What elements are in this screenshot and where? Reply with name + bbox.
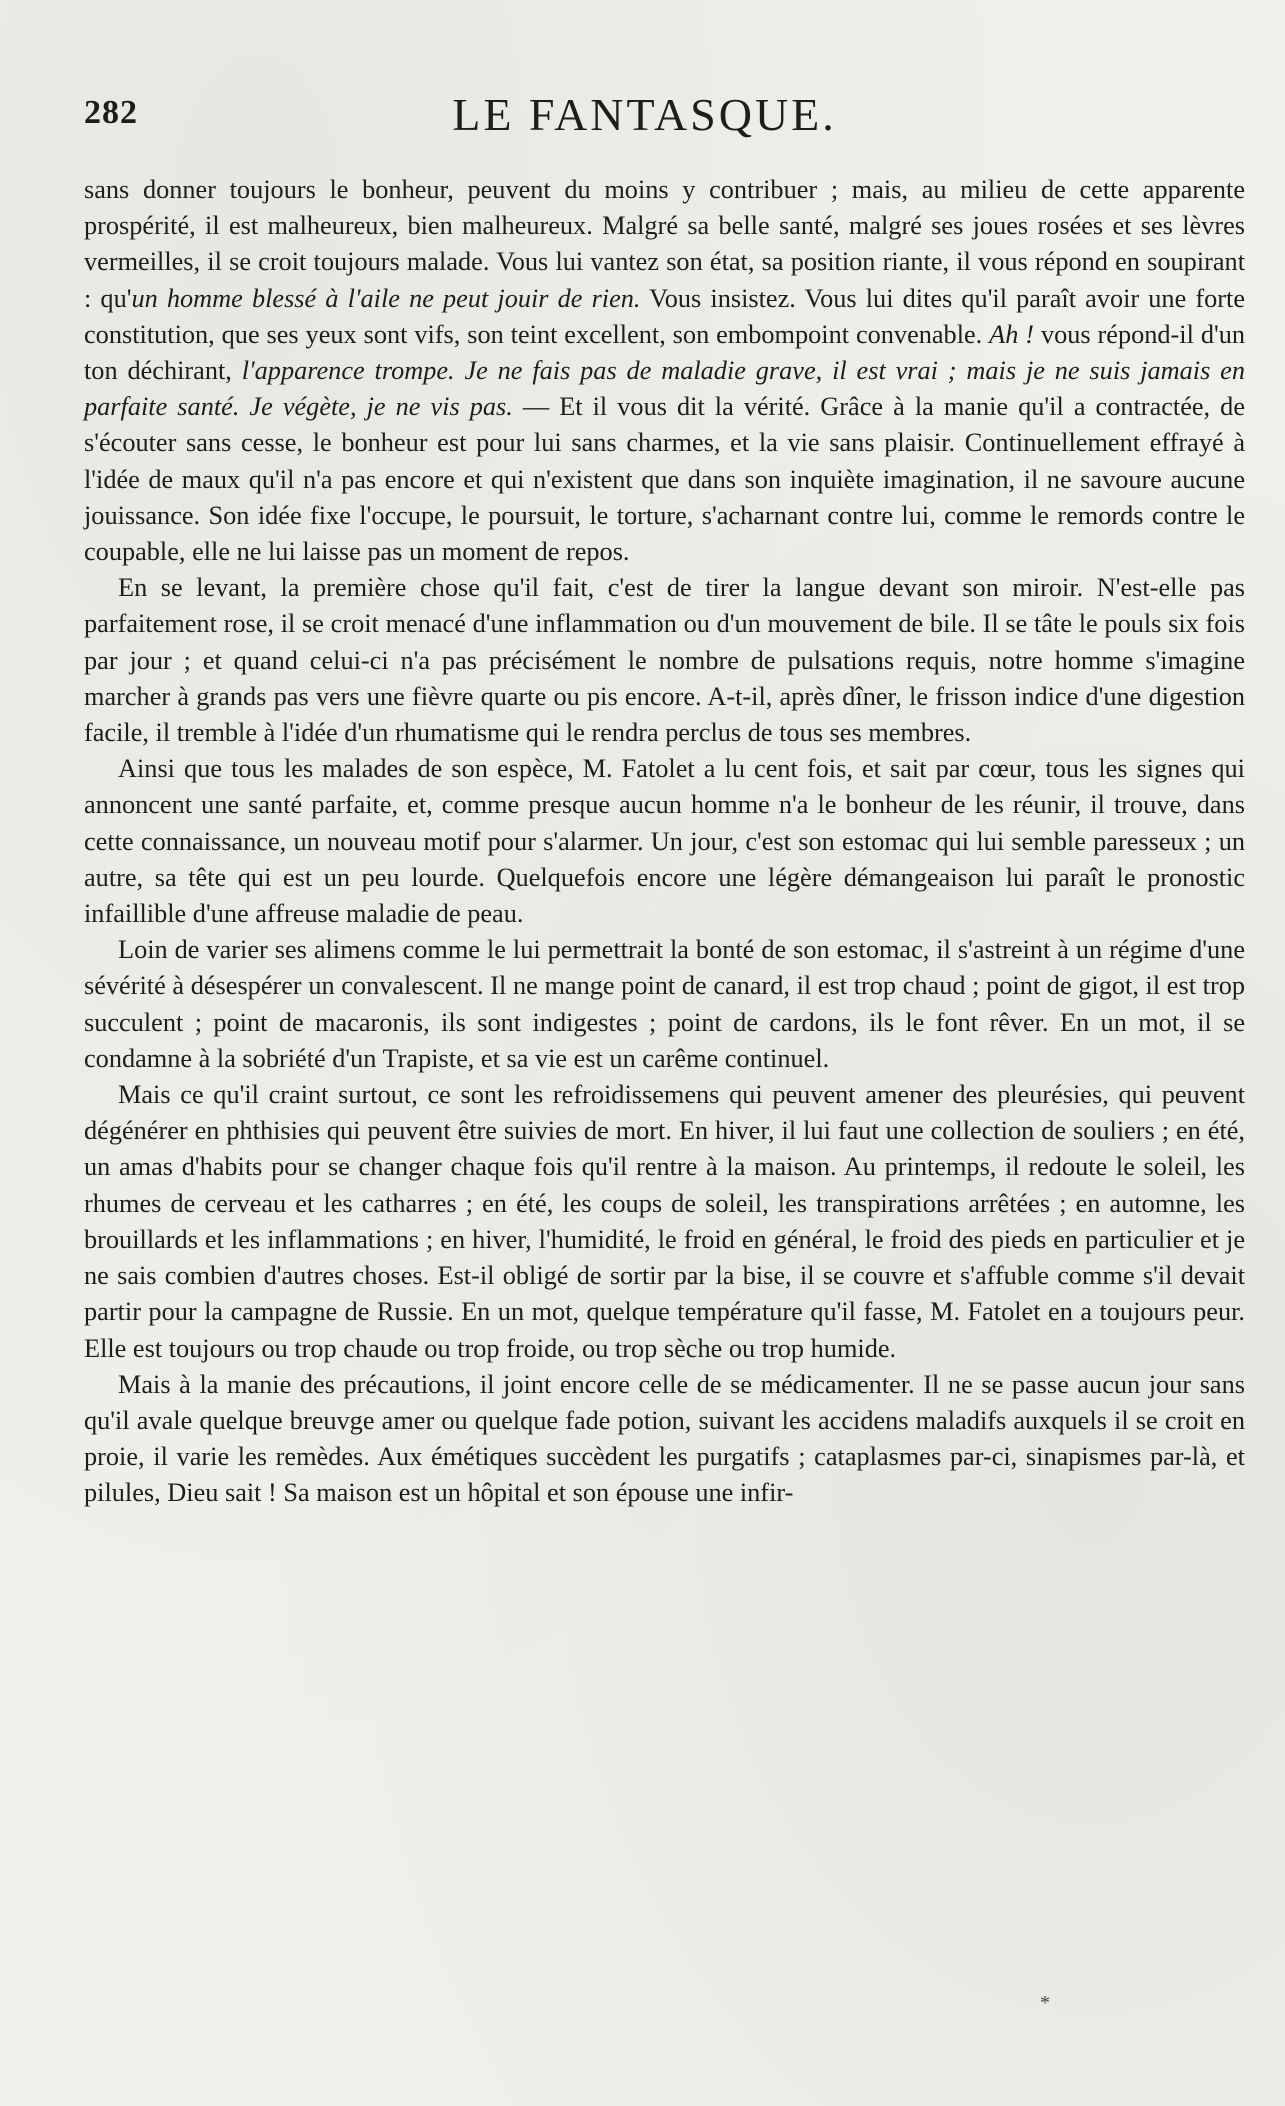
text-run: En se levant, la première chose qu'il fait, c'est de tirer la langue devant son miroir. N'est-elle pas parfaitement rose, il se croit menacé d'une inflammation ou d'un mouvement de bile. Il se tâte le pouls six fois par jour ; et quand celui-ci n'a pas précisément le nombre de pulsations requis, notre homme s'imagine marcher à grands pas vers une fièvre quarte ou pis encore. A-t-il, après dîner, le frisson indice d'une digestion facile, il tremble à l'idée d'un rhumatisme qui le rendra perclus de tous ses membres. (84, 573, 1245, 748)
page-header (84, 88, 1245, 152)
text-run: Vous insistez. Vous lui dites qu'il paraît avoir une forte constitution, que ses yeux sont vifs, son teint excellent, son embompoint convenable. (84, 283, 1245, 349)
body-text (84, 172, 1245, 1512)
paragraph (84, 1367, 1245, 1512)
text-run: vous répond-il d'un ton déchirant, (84, 319, 1246, 386)
italic-run: Ah ! (989, 319, 1035, 349)
paragraph (84, 751, 1245, 932)
text-run: sans donner toujours le bonheur, peuvent du moins y contribuer ; mais, au milieu de cette apparente prospérité, il est malheureux, bien malheureux. Malgré sa belle santé, malgré ses joues rosées et ses lèvres vermeilles, il se croit toujours malade. Vous lui vantez son état, sa position riante, il vous répond en soupirant : qu' (84, 175, 1245, 313)
paragraph (84, 932, 1245, 1077)
italic-run: l'apparence trompe. Je ne fais pas de maladie grave, il est vrai ; mais je ne suis jamais en parfaite santé. Je végète, je ne vis pas. (84, 356, 1246, 422)
text-run: — Et il vous dit la vérité. Grâce à la manie qu'il a contractée, de s'écouter sans cesse, le bonheur est pour lui sans charmes, et la vie sans plaisir. Continuellement effrayé à l'idée de maux qu'il n'a pas encore et qui n'existent que dans son inquiète imagination, il ne savoure aucune jouissance. Son idée fixe l'occupe, le poursuit, le torture, s'acharnant contre lui, comme le remords contre le coupable, elle ne lui laisse pas un moment de repos. (84, 392, 1245, 567)
paragraph (84, 172, 1245, 570)
paragraph (84, 1077, 1245, 1367)
page-number: 282 (84, 94, 138, 131)
text-run: Loin de varier ses alimens comme le lui permettrait la bonté de son estomac, il s'astreint à un régime d'une sévérité à désespérer un convalescent. Il ne mange point de canard, il est trop chaud ; point de gigot, il est trop succulent ; point de macaronis, ils sont indigestes ; point de cardons, ils le font rêver. En un mot, il se condamne à la sobriété d'un Trapiste, et sa vie est un carême continuel. (84, 935, 1245, 1073)
italic-run: un homme blessé à l'aile ne peut jouir de rien. (131, 283, 641, 313)
text-run: Mais à la manie des précautions, il joint encore celle de se médicamenter. Il ne se passe aucun jour sans qu'il avale quelque breuvge amer ou quelque fade potion, suivant les accidens maladifs auxquels il se croit en proie, il varie les remèdes. Aux émétiques succèdent les purgatifs ; cataplasmes par-ci, sinapismes par-là, et pilules, Dieu sait ! Sa maison est un hôpital et son épouse une infir- (84, 1369, 1245, 1508)
text-run: Mais ce qu'il craint surtout, ce sont les refroidissemens qui peuvent amener des pleurésies, qui peuvent dégénérer en phthisies qui peuvent être suivies de mort. En hiver, il lui faut une collection de souliers ; en été, un amas d'habits pour se changer chaque fois qu'il rentre à la maison. Au printemps, il redoute le soleil, les rhumes de cerveau et les catharres ; en été, les coups de soleil, les transpirations arrêtées ; en automne, les brouillards et les inflammations ; en hiver, l'humidité, le froid en général, le froid des pieds en particulier et je ne sais combien d'autres choses. Est-il obligé de sortir par la bise, il se couvre et s'affuble comme s'il devait partir pour la campagne de Russie. En un mot, quelque température qu'il fasse, M. Fatolet en a toujours peur. Elle est toujours ou trop chaude ou trop froide, ou trop sèche ou trop humide. (84, 1080, 1245, 1363)
ink-mark: * (1040, 1992, 1050, 2014)
paragraph (84, 570, 1245, 751)
running-title: LE FANTASQUE. (452, 89, 837, 140)
text-run: Ainsi que tous les malades de son espèce, M. Fatolet a lu cent fois, et sait par cœur, tous les signes qui annoncent une santé parfaite, et, comme presque aucun homme n'a le bonheur de les réunir, il trouve, dans cette connaissance, un nouveau motif pour s'alarmer. Un jour, c'est son estomac qui lui semble paresseux ; un autre, sa tête qui est un peu lourde. Quelquefois encore une légère démangeaison lui paraît le pronostic infaillible d'une affreuse maladie de peau. (84, 754, 1245, 929)
